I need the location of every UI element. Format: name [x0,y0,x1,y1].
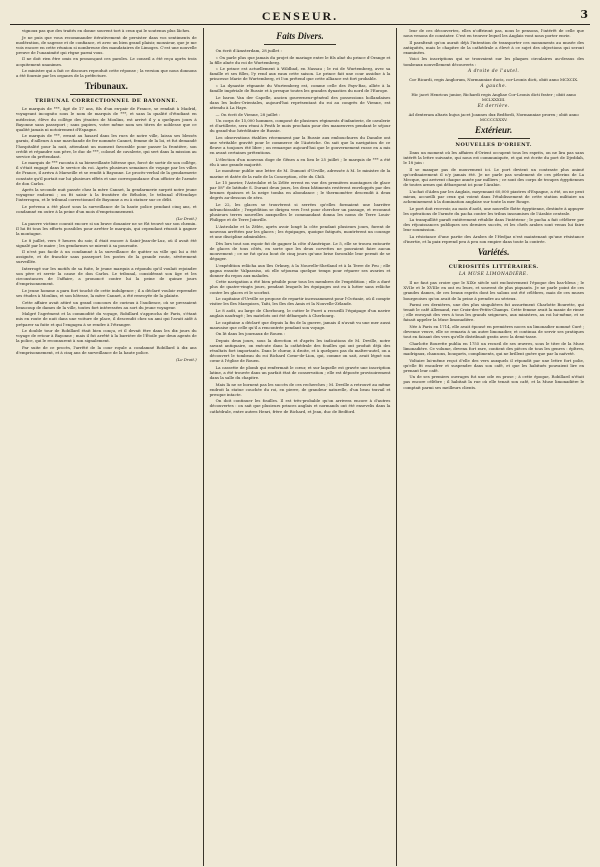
paragraph: Le marquis de *** raconta à sa bienveillante hôtesse que, forcé de sortir de son collège, il s'était engagé dans le service du roi. Après plusieurs semaines de voyage par les villes de France, il arriva à Marseille et se rendit à Bayonne. Le procès-verbal de la gendarmerie constate qu'il portait sur lui plusieurs effets et une correspondance d'un officier de l'armée de don Carlos. [16,160,197,186]
source-credit: (Le Droit.) [176,356,197,362]
paragraph: leur de ces découvertes, elles n'offriront pas, nous le pensons, l'intérêt de celle que nous venons de constater. C'est en trouver lequel les Anglais vont nous porter envie. [403,28,585,39]
paragraph: Cette affaire avait attiré un grand concours de curieux à l'audience, où se pressaient beaucoup de dames de la ville, toutes fort intéressées au sort du jeune voyageur. [16,299,197,310]
paragraph: Voici les inscriptions qui se trouvaient sur les plaques circulaires au-dessus des tombeaux nouvellement découverts : [403,56,585,67]
paragraph: Le port doit recevoir, au mois d'août, une nouvelle flotte égyptienne, destinée à appuyer les opérations de l'armée du pacha contre les tribus insoumises de l'Arabie centrale. [403,205,585,216]
court-title: TRIBUNAL CORRECTIONNEL DE BAYONNE. [34,98,178,105]
epitaph-text: Hic jacet Henricus junior, Richardi regis Angliae Cor-Leonis dicti frater ; obiit anno MCLXXXIII. [411,91,577,102]
columns [10,28,590,866]
paragraph: On écrit d'Amsterdam, 28 juillet : [215,48,282,53]
paragraph: Le marquis de ***, âgé de 17 ans, fils d'un ex-pair de France, se rendait à Madrid, voyageant incognito sous le nom de marquis de ***, et sans la qualité d'étudiant en médecine, élève du collège des jésuites de Moulins, est arrivé il y a quelques jours à Bayonne sans passeport ; sans papiers, votre même nom ses titres de noblesse que ce qualité jamais ni notoirement d'Espagne. [16,106,197,132]
paragraph: Depuis deux jours, sous la direction et d'après les indications de M. Deville, notre savant antiquaire, on exécute dans la cathédrale des fouilles qui ont produit déjà des résultats fort importants. Dans le chœur, à droite, et à quelques pas du maître-autel, on a découvert le tombeau du roi Richard Cœur-de-Lion, qui, comme on sait, avait légué son cœur à l'église de Rouen. [209,337,391,364]
divider [264,44,336,45]
section-heading-faits-divers: Faits Divers. [276,31,324,41]
column-middle [203,28,397,866]
paragraph: « On parle plus que jamais du projet de mariage entre le fils aîné du prince d'Orange et la fille aînée du roi de Wurtemberg. [209,54,391,65]
column-left [10,28,203,866]
section-heading-varietes: Variétés. [477,247,510,258]
paragraph: Il ne faut pas croire que le XIXe siècle soit exclusivement l'époque des bas-bleus ; le XVIIe et le XVIIIe en ont eu leurs, et souvent de plus piquants. Je ne parle point de ces grandes dames, de ces beaux esprits dont les salons ont été célèbres, mais de ces muses bourgeoises qu'on avait de la peine à prendre au sérieux. [403,280,585,301]
page-number: 3 [580,8,588,21]
paragraph: — On écrit de Vienne, 28 juillet : [215,111,281,117]
paragraph: L'achat d'Aden par les Anglais, moyennant 60,000 piastres d'Espagne, a été, on ne peut mieux, accueilli par ceux qui voient dans l'établissement de cette station militaire un acheminement à la domination anglaise sur toute la mer Rouge. [403,188,585,204]
paragraph: Le ministre qui a fait ce discours reproduit cette réponse ; la version que nous donnons a été fournie par les organes de la préfecture. [16,68,197,79]
paragraph: La cassette de plomb qui renfermait le cœur, et sur laquelle est gravée une inscription latine, a été trouvée dans un parfait état de conservation ; elle est déposée provisoirement dans la salle du chapitre. [209,364,391,380]
paragraph: Le capitaine d'Urville se propose de repartir incessamment pour l'Océanie, où il compte visiter les îles Marquises, Taïti, les îles des Amis et la Nouvelle-Zélande. [209,296,391,307]
paragraph: Je ne puis que vous recommander itérativement de persister dans vos sentiments de modération, de sagesse et de confiance, et avec un bien grand plaisir, monsieur, que je me vois encore en cette réunion si nombreuse des mandataires de Limoges. C'est une nouvelle preuve de l'unanimité qui règne parmi vous. [16,34,197,55]
paragraph: Après la seconde nuit passée chez la mère Cannet, la gendarmerie surprit notre jeune voyageur endormi ; on fit saisir à la frontière de Béhobie, le tribunal d'Hendaye l'interrogea, et le tribunal correctionnel de Bayonne a eu à statuer sur ce délit. [16,187,197,203]
paragraph: « La dynastie régnante du Wurtemberg est, comme celle des Pays-Bas, alliée à la famille impériale de Russie et à presque toutes les grandes dynasties du nord de l'Europe. [209,83,391,94]
paragraph: Le double tour de Robillard était bien conçu, et il devait être dans les dix jours du voyage de retour à Bayonne ; mais il fut arrêté à la barrière de l'Étoile par deux agents de la police, qui le reconnurent à son signalement. [16,328,197,344]
paragraph: L'Astrolabe et la Zélée, après avoir longé la côte pendant plusieurs jours, furent de nouveau arrêtées par les glaces ; les équipages, quoique fatigués, montrèrent un courage et une discipline admirables. [209,223,391,240]
paragraph: Charlotte Bourette publia en 1755 un recueil de ses œuvres, sous le titre de la Muse limonadière. Ce volume, devenu fort rare, contient des pièces de tous les genres : épîtres, madrigaux, chansons, bouquets, compliments, qui ne brillent guère que par la naïveté. [403,340,585,356]
paragraph: Il n'est pas facile à un condamné à la surveillance de quitter sa ville qui lui a été assignée, et de franchir sans passeport les postes de la grande route, sévèrement surveillée. [16,249,197,265]
paragraph: Cette navigation a été bien pénible pour tous les membres de l'expédition ; elle a duré plus de quatre-vingts jours, pendant lesquels les équipages ont eu à lutter sans relâche contre les glaces et le scorbut. [209,279,391,295]
paragraph: Il paraîtrait qu'on aurait déjà l'intention de transporter ces monuments au musée des antiquités, mais le chapitre de la cathédrale a élevé à ce sujet des objections qui seront examinées. [403,39,585,55]
paragraph: La pauvre victime courait encore si un brave douanier ne se fût trouvé sur son chemin. Il lui fit tous les efforts possibles pour arrêter le marquis, qui cependant réussit à gagner la montagne. [16,220,197,236]
paragraph: Mais là ne se bornent pas les succès de ces recherches ; M. Deville a retrouvé au même endroit la statue couchée du roi, en pierre, de grandeur naturelle, d'un beau travail et presque intacte. [209,381,391,397]
subheading-muse: LA MUSE LIMONADIÈRE. [458,272,529,278]
paragraph: Interrogé sur les motifs de sa fuite, le jeune marquis a répondu qu'il voulait rejoindre son père et servir la cause de don Carlos. Le tribunal, considérant son âge et les circonstances de l'affaire, a prononcé contre lui la peine de quinze jours d'emprisonnement. [16,266,197,287]
subheading-orient: NOUVELLES D'ORIENT. [455,142,532,149]
paragraph: Dans un moment où les affaires d'Orient occupent tous les esprits, on ne lira pas sans intérêt la lettre suivante, qui nous est communiquée, et qui est écrite du port de Djeddah, le 18 juin : [403,150,585,166]
paragraph: Le 15 janvier, l'Astrolabe et la Zélée errent en vue des premières montagnes de glace par 58° de latitude S. Durant deux jours, les deux bâtiments restèrent enveloppés par des brumes épaisses et la neige tomba en abondance ; le thermomètre descendit à deux degrés au-dessous de zéro. [209,180,391,201]
paragraph: Par suite de ce procès, l'arrêté de la cour royale a condamné Robillard à dix ans d'emprisonnement, et à cinq ans de surveillance de la haute police. [16,344,197,355]
paragraph: Le 22, les glaces se trouvèrent si serrées qu'elles formaient une barrière infranchissable ; l'expédition se dirigea vers l'est pour chercher un passage, et reconnut plusieurs terres nouvelles auxquelles le commandant donna les noms de Terre Louis-Philippe et de Terre Joinville. [209,202,391,223]
divider [458,260,530,261]
paragraph: Le jeune homme a paru fort touché de cette indulgence ; il a déclaré vouloir reprendre ses études à Moulins, et son hôtesse, la mère Cannet, a été renvoyée de la plainte. [16,287,197,299]
paragraph: « Le prince est actuellement à Wildbad, en Nassau ; le roi de Wurtemberg, avec sa famille et ses filles, l'y rend aux eaux cette saison. Le prince fait une cour assidue à la princesse Marie de Wurtemberg, et l'on prétend que cette alliance est fort probable. [209,66,391,82]
section-heading-exterieur: Extérieur. [475,125,513,136]
paragraph: Le prévenu a été placé sous la surveillance de la haute police pendant cinq ans, et condamné en outre à la peine d'un mois d'emprisonnement. [16,204,197,215]
paragraph: On doit continuer les fouilles. Il est très-probable qu'on arrivera encore à d'autres découvertes : on sait que plusieurs princes anglais et normands ont été ensevelis dans la cathédrale, entre autres Henri, frère de Richard, et Jean, duc de Bedford. [209,398,391,414]
masthead-title: CENSEUR. [261,8,339,23]
paragraph: Parmi ces dernières, une des plus singulières fut assurément Charlotte Bourette, qui tenait le café Allemand, rue Croix-des-Petits-Champs. Cette femme avait la manie de rimer ; elle envoyait des vers à tous les grands seigneurs, aux ministres, au roi lui-même, et se faisait appeler la Muse limonadière. [403,302,585,323]
section-heading-tribunaux: Tribunaux. [84,81,128,92]
epitaph-label: Et derrière. [477,103,510,109]
column-right [396,28,590,866]
paragraph: Les observations établies récemment par la Russie aux embouchures du Danube ont une véritable gravité pour le commerce de l'Autriche. On sait que la navigation de ce fleuve a toujours été libre ; on remarque aujourd'hui que le gouvernement russe en a mis en avant certaines prétentions. [209,134,391,156]
paragraph: Le 8 juillet, vers 9 heures du soir, il était encore à Saint-Jean-de-Luz, où il avait été signalé par le maire ; les gendarmes se mirent à sa poursuite. [16,237,197,248]
paragraph: Malgré l'agrément et la commodité du voyage, Robillard s'approcha de Paris, s'étant mis en route de nuit dans une voiture de place, il descendit chez un ami qui l'avait aidé à préparer sa fuite et qui l'engagea à se rendre à l'étranger. [16,311,197,327]
paragraph: Un corps de 15,000 hommes, composé de plusieurs régiments d'infanterie, de cavalerie et d'artillerie, sera réuni à Pesth le mois prochain pour des manœuvres pendant le séjour du grand-duc héréditaire de Russie. [209,118,391,134]
paragraph: Le 8 août, au large de Cherbourg, le cutter le Furet a recueilli l'équipage d'un navire anglais naufragé ; les matelots ont été débarqués à Cherbourg. [209,307,391,318]
paragraph: Le capitaine a déclaré que depuis la fin de la guerre, jamais il n'avait vu une mer aussi mauvaise que celle qu'il a rencontrée pendant son voyage. [209,319,391,330]
paragraph: La résistance d'une partie des Arabes de l'Hedjaz n'est maintenant qu'une résistance d'inertie, et la paix reprend peu à peu son empire dans toute la contrée. [403,234,585,245]
epitaph-text: Ad dexteram altaris hujus jacet Joannes dux Bedfordi, Normanniae prorex ; obiit anno MCCCCXXXV. [408,111,579,123]
paragraph: Dès lors tout son espoir fut de gagner la côte d'Amérique. Le 5, elle se trouva entourée de glaces de tous côtés, en sorte que les deux corvettes ne pouvaient faire aucun mouvement ; ce ne fut qu'au bout de cinq jours qu'une brise favorable leur permit de se dégager. [209,240,391,261]
paragraph: Le baron Van der Capelle, ancien gouverneur-général des possessions hollandaises dans les Indes-Orientales, aujourd'hui représentant du roi au congrès de Vienne, est attendu à La Haye. [209,94,391,110]
paragraph: L'expédition relâcha aux îles Orkney, à la Nouvelle-Shetland et à la Terre de Feu ; elle gagna ensuite Valparaiso, où elle séjourna quelque temps pour réparer ses avaries et donner du repos aux malades. [209,262,391,278]
paragraph: Il ne doit rien être omis en prononçant ces paroles. Le conseil a été reçu après trois acquitement unanimes. [16,56,197,67]
paragraph: Voltaire lui-même reçut d'elle des vers auxquels il répondit par une lettre fort polie, qu'elle fit encadrer et suspendre dans son café, et que les habitués pouvaient lire en prenant leur café. [403,357,585,373]
source-credit: (Le Droit.) [176,215,197,221]
divider [70,94,142,95]
paragraph: La tranquillité paraît entièrement rétablie dans l'intérieur ; le pacha a fait célébrer par des réjouissances publiques ses derniers succès, et les chefs arabes sont venus lui faire leur soumission. [403,217,585,233]
paragraph: Un de ses premiers ouvrages fut une ode en prose ; à cette époque, Robillard n'était pas encore célèbre ; il habitait la rue où elle tenait son café, et la Muse limonadière le comptait parmi ses meilleurs clients. [403,374,585,390]
subheading-curiosites: CURIOSITÉS LITTÉRAIRES. [448,264,539,271]
masthead [10,8,590,25]
paragraph: Le moniteur publie une lettre de M. Dumont d'Urville, adressée à M. le ministre de la marine et datée de la rade de la Conception, côte du Chili. [209,168,391,179]
divider [458,138,530,139]
paragraph: Le marquis de ***, errant au hasard dans les rues de notre ville, laissa ses blessés garnis, d'ailleurs à une marchande de fer nommée Cannet, femme de la loi, et fut demandé l'hospitalité pour la nuit, attendant un moment favorable pour passer la frontière, son crédit et répandre son père, le duc de ***, colonel de cavalerie, qui sert dans la mission au service du prétendant. [16,133,197,159]
paragraph: L'élection d'un nouveau doge de Gênes a eu lieu le 25 juillet ; le marquis de *** a été élu à une grande majorité. [209,156,391,167]
epitaph-label: A gauche. [480,83,507,89]
epitaph-label: A droite de l'autel. [468,68,520,74]
epitaph-text: Cor Ricardi, regis Anglorum, Normanniae ducis, cor-Leonis dicti, obiit anno MCXCIX. [409,76,579,82]
paragraph: vignoux pas que des traités en donne souvent tort à ceux qui le soutenus plus lâches. [22,28,191,33]
paragraph: Il se manque pas de mouvement ici. Le port devient un contraste plus animé qu'ordinairement il n'y jamais été. Je ne parle pas seulement de ces pèlerins de La Mecque, qui arrivent chaque année par milliers ; ce sont des corps de troupes égyptiennes de toutes armes qui débarquent ici pour l'Arabie. [403,166,585,188]
paragraph: On lit dans les journaux de Rouen : [215,331,286,337]
paragraph: Née à Paris en 1714, elle avait épousé en premières noces un limonadier nommé Curé ; devenue veuve, elle se remaria à un autre limonadier, et continua de servir ses pratiques tout en faisant des vers qu'elle distribuait gratis avec la demi-tasse. [403,323,585,340]
